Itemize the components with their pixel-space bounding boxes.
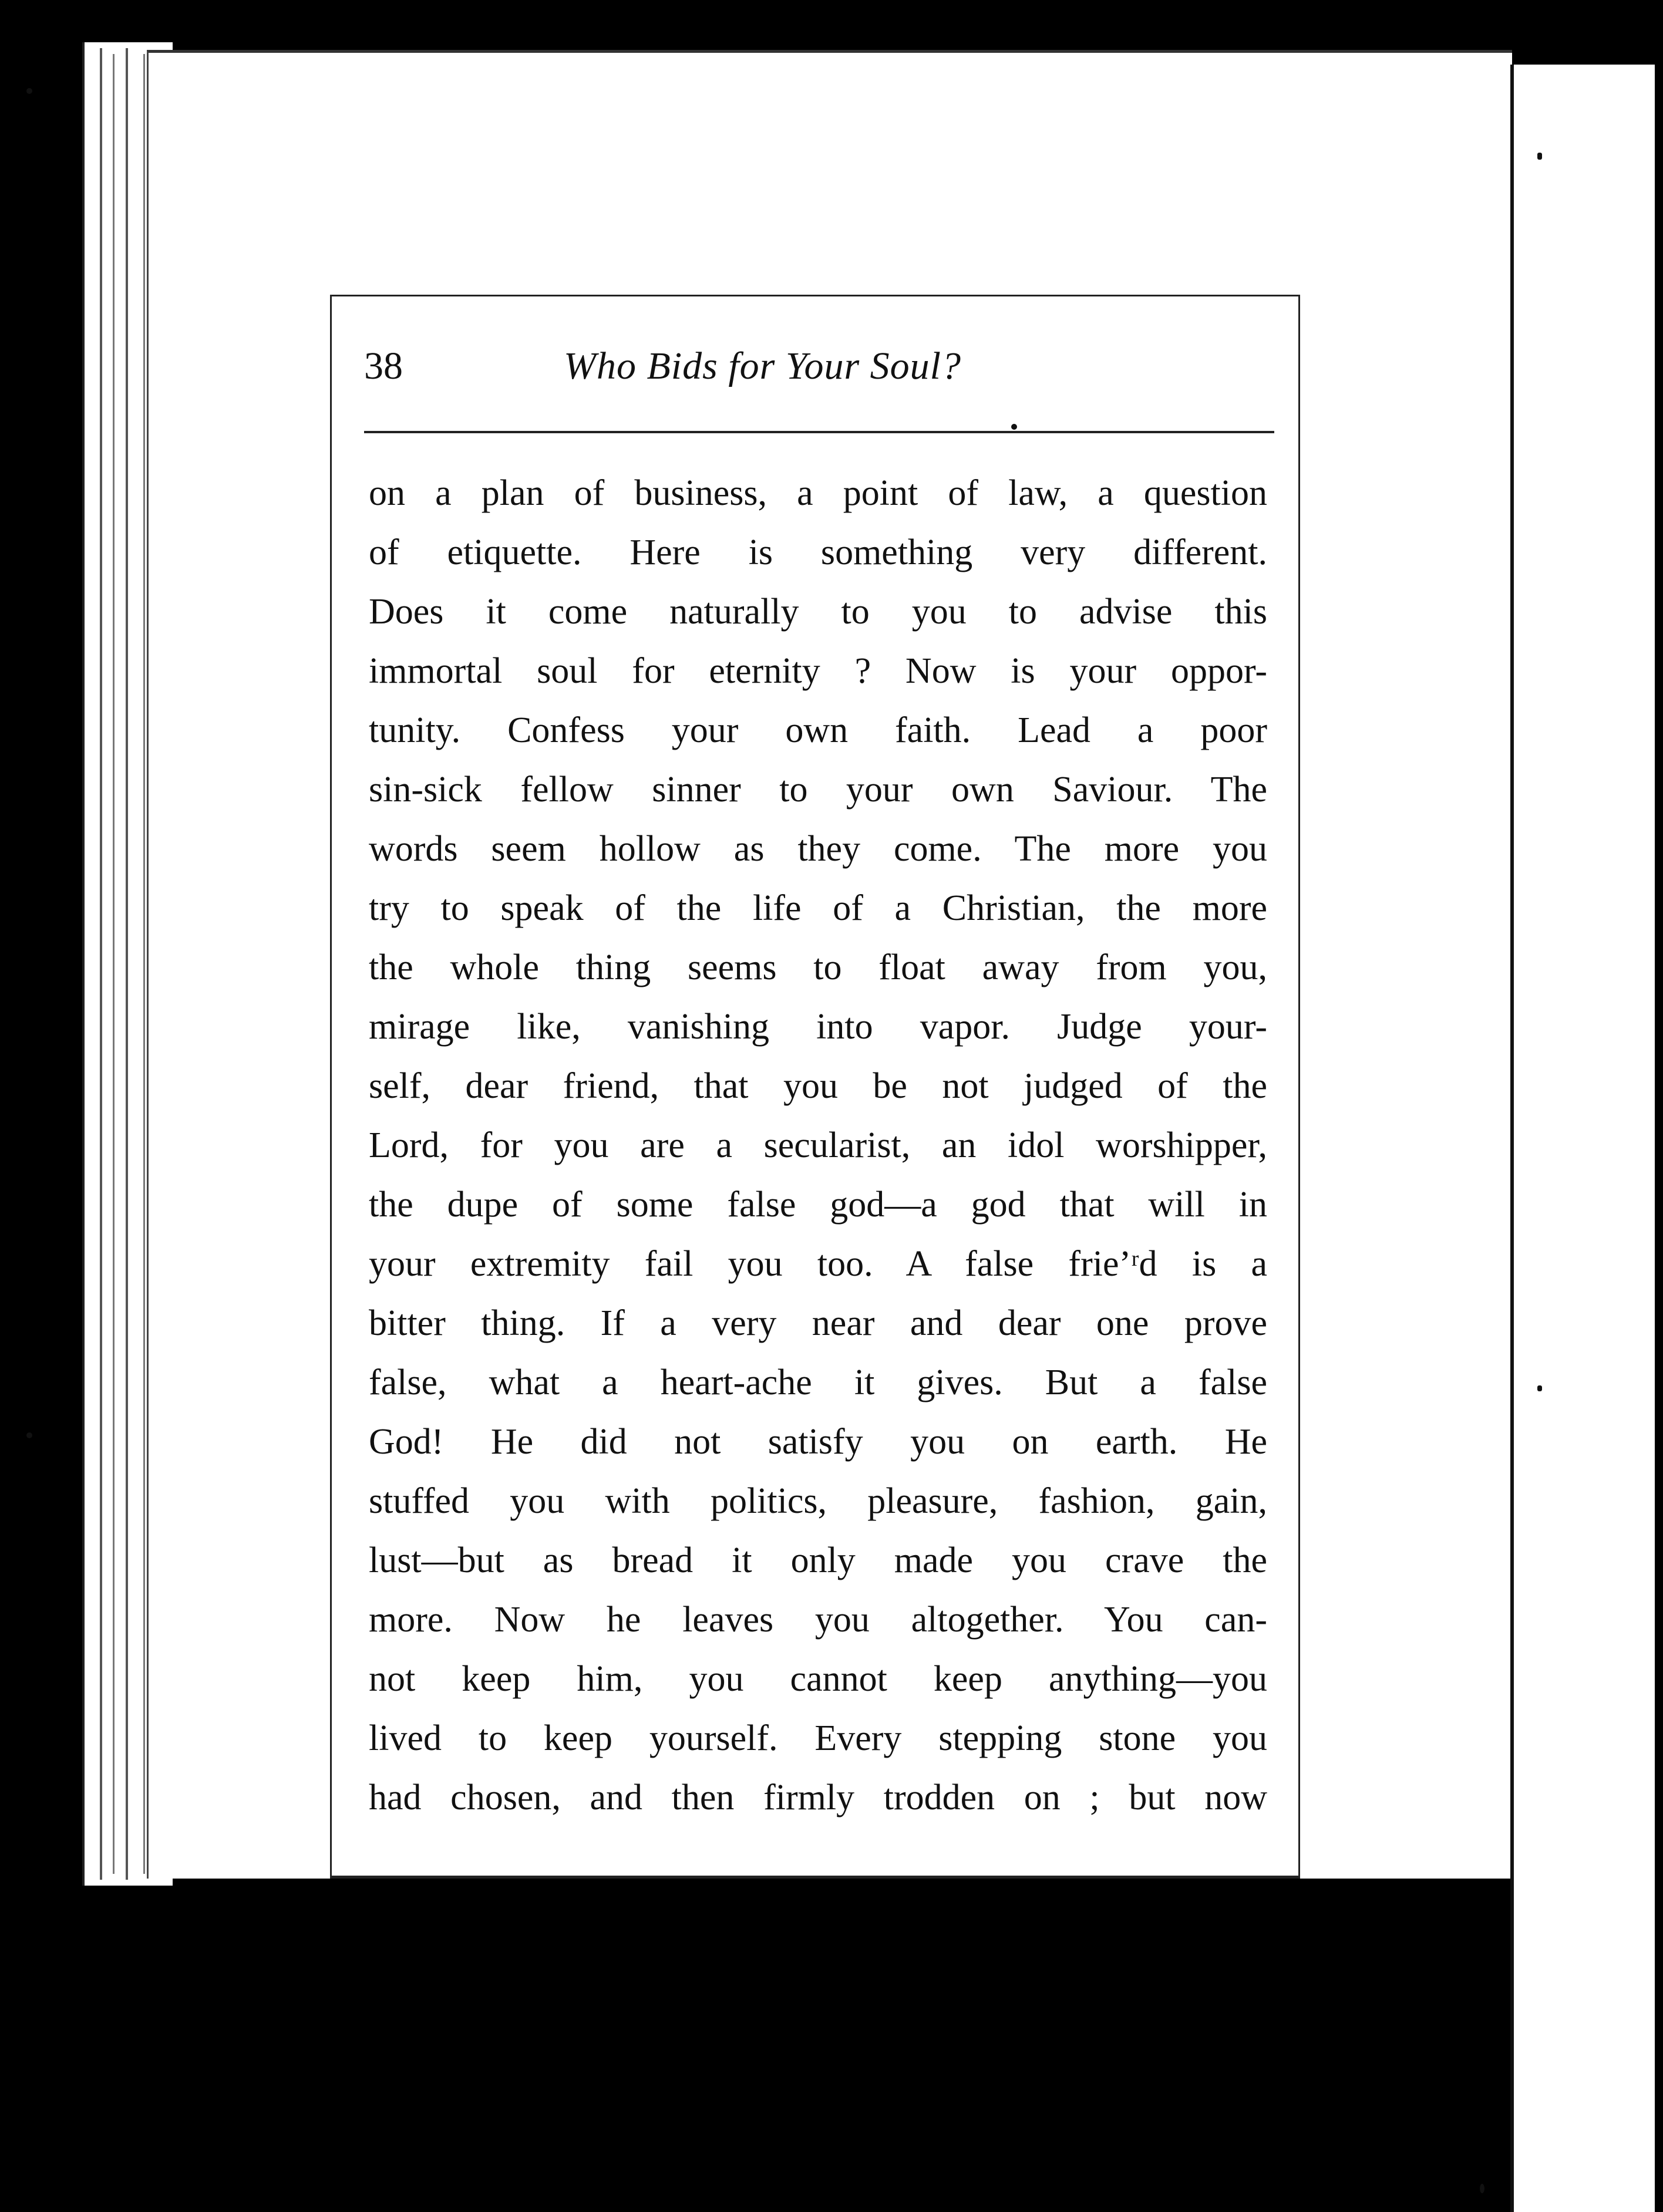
text-line: of etiquette. Here is something very different. (369, 532, 1267, 572)
text-line: bitter thing. If a very near and dear one prove (369, 1303, 1267, 1343)
text-line: more. Now he leaves you altogether. You can- (369, 1600, 1267, 1640)
text-line: on a plan of business, a point of law, a question (369, 473, 1267, 513)
text-line: sin-sick fellow sinner to your own Saviour. The (369, 770, 1267, 810)
scan-speck (26, 88, 32, 94)
text-line: mirage like, vanishing into vapor. Judge your- (369, 1007, 1267, 1047)
text-line: stuffed you with politics, pleasure, fashion, gain, (369, 1481, 1267, 1521)
text-line: your extremity fail you too. A false frie’ʳd is a (369, 1244, 1267, 1284)
text-line: lust—but as bread it only made you crave the (369, 1540, 1267, 1580)
running-head (364, 344, 1272, 391)
body-text (369, 464, 1267, 1827)
text-line: Lord, for you are a secularist, an idol worshipper, (369, 1125, 1267, 1165)
text-line: God! He did not satisfy you on earth. He (369, 1422, 1267, 1462)
text-line: the dupe of some false god—a god that will in (369, 1185, 1267, 1225)
facing-page-mark (1537, 1385, 1542, 1391)
text-line: tunity. Confess your own faith. Lead a poor (369, 710, 1267, 750)
text-line: not keep him, you cannot keep anything—you (369, 1659, 1267, 1699)
text-line: false, what a heart-ache it gives. But a false (369, 1363, 1267, 1402)
text-line: self, dear friend, that you be not judged of the (369, 1066, 1267, 1106)
text-line: try to speak of the life of a Christian, the more (369, 888, 1267, 928)
text-line: had chosen, and then firmly trodden on ; but now (369, 1778, 1267, 1818)
page-edge-line (143, 54, 145, 1874)
text-line: immortal soul for eternity ? Now is your oppor- (369, 651, 1267, 691)
header-rule-dot (1011, 424, 1017, 430)
text-line: lived to keep yourself. Every stepping stone you (369, 1718, 1267, 1758)
scan-speck (26, 1432, 32, 1438)
header-rule (364, 431, 1274, 433)
text-line: words seem hollow as they come. The more you (369, 829, 1267, 869)
text-line: the whole thing seems to float away from you, (369, 947, 1267, 987)
page-edge-line (113, 54, 115, 1874)
scan-speck (1480, 2184, 1484, 2193)
facing-page-edge (1510, 65, 1655, 2212)
page-number: 38 (364, 345, 403, 387)
bottom-rule (330, 1876, 1300, 1877)
running-title: Who Bids for Your Soul? (564, 345, 962, 387)
facing-page-mark (1537, 153, 1542, 160)
text-line: Does it come naturally to you to advise this (369, 592, 1267, 632)
